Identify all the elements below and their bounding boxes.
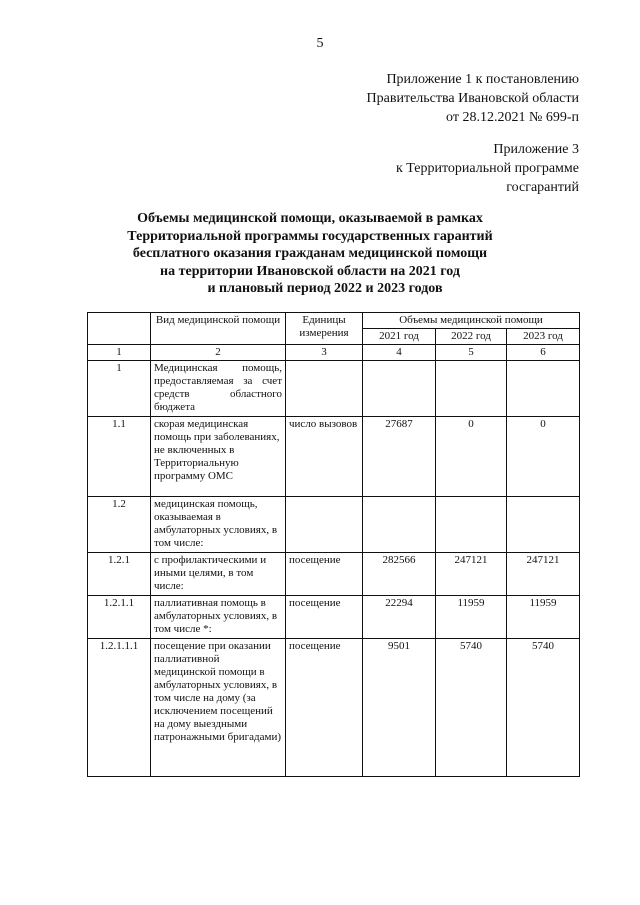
- row-value-2023: 11959: [507, 596, 580, 639]
- appendix-3-header: [396, 140, 579, 197]
- row-type: скорая медицинская помощь при заболеваниях, не включенных в Территориальную программу ОМС: [151, 417, 286, 497]
- row-value-2021: 27687: [363, 417, 436, 497]
- appendix-3-line: госгарантий: [506, 180, 579, 195]
- title-line: бесплатного оказания гражданам медицинской помощи: [132, 246, 488, 261]
- row-units: [286, 497, 363, 553]
- row-value-2023: 5740: [507, 639, 580, 777]
- table-row: [88, 497, 580, 553]
- row-type: паллиативная помощь в амбулаторных условиях, в том числе *:: [151, 596, 286, 639]
- column-number: 1: [88, 345, 151, 361]
- row-type: медицинская помощь, оказываемая в амбулаторных условиях, в том числе:: [151, 497, 286, 553]
- row-number: 1.2.1.1: [88, 596, 151, 639]
- row-value-2021: 282566: [363, 553, 436, 596]
- row-number: 1: [88, 361, 151, 417]
- column-numbers-row: [88, 345, 580, 361]
- header-cell-empty: [88, 313, 151, 345]
- row-value-2023: [507, 361, 580, 417]
- title-line: Объемы медицинской помощи, оказываемой в рамках: [137, 211, 483, 226]
- table-header-row: [88, 313, 580, 329]
- medical-volumes-table: [87, 312, 580, 777]
- column-number: 3: [286, 345, 363, 361]
- header-cell-units: Единицы измерения: [286, 313, 363, 345]
- table-row: [88, 596, 580, 639]
- column-number: 5: [436, 345, 507, 361]
- header-cell-2021: 2021 год: [363, 329, 436, 345]
- column-number: 6: [507, 345, 580, 361]
- table-row: [88, 417, 580, 497]
- appendix-1-header: [367, 70, 579, 127]
- header-cell-volumes: Объемы медицинской помощи: [363, 313, 580, 329]
- row-value-2021: 9501: [363, 639, 436, 777]
- title-line: на территории Ивановской области на 2021 год: [160, 263, 460, 279]
- row-units: посещение: [286, 553, 363, 596]
- header-cell-2022: 2022 год: [436, 329, 507, 345]
- row-value-2023: [507, 497, 580, 553]
- row-units: [286, 361, 363, 417]
- column-number: 2: [151, 345, 286, 361]
- row-units: посещение: [286, 639, 363, 777]
- appendix-1-line: Правительства Ивановской области: [366, 91, 579, 106]
- title-line: Территориальной программы государственных гарантий: [127, 228, 493, 244]
- appendix-3-line: к Территориальной программе: [395, 161, 579, 176]
- table-row: [88, 553, 580, 596]
- column-number: 4: [363, 345, 436, 361]
- row-value-2022: 247121: [436, 553, 507, 596]
- appendix-3-line: Приложение 3: [493, 142, 579, 157]
- row-value-2023: 0: [507, 417, 580, 497]
- row-number: 1.1: [88, 417, 151, 497]
- page-number: 5: [316, 36, 324, 51]
- row-value-2021: [363, 361, 436, 417]
- row-value-2022: 5740: [436, 639, 507, 777]
- header-cell-2023: 2023 год: [507, 329, 580, 345]
- row-value-2022: [436, 361, 507, 417]
- row-units: число вызовов: [286, 417, 363, 497]
- row-value-2021: [363, 497, 436, 553]
- appendix-1-line: от 28.12.2021 № 699-п: [446, 110, 579, 125]
- row-type: посещение при оказании паллиативной медицинской помощи в амбулаторных условиях, в том числе на дому (за исключением посещений на дому выездными патронажными бригадами): [151, 639, 286, 777]
- row-type: Медицинская помощь, предоставляемая за счет средств областного бюджета: [151, 361, 286, 417]
- title-line: и плановый период 2022 и 2023 годов: [207, 281, 443, 296]
- row-number: 1.2.1.1.1: [88, 639, 151, 777]
- row-value-2022: 0: [436, 417, 507, 497]
- document-title: [60, 210, 560, 298]
- table-row: [88, 361, 580, 417]
- row-value-2023: 247121: [507, 553, 580, 596]
- row-number: 1.2: [88, 497, 151, 553]
- row-value-2022: [436, 497, 507, 553]
- row-value-2022: 11959: [436, 596, 507, 639]
- row-value-2021: 22294: [363, 596, 436, 639]
- appendix-1-line: Приложение 1 к постановлению: [386, 72, 579, 87]
- row-type: с профилактическими и иными целями, в том числе:: [151, 553, 286, 596]
- row-units: посещение: [286, 596, 363, 639]
- row-number: 1.2.1: [88, 553, 151, 596]
- header-cell-type: Вид медицинской помощи: [151, 313, 286, 345]
- table-row: [88, 639, 580, 777]
